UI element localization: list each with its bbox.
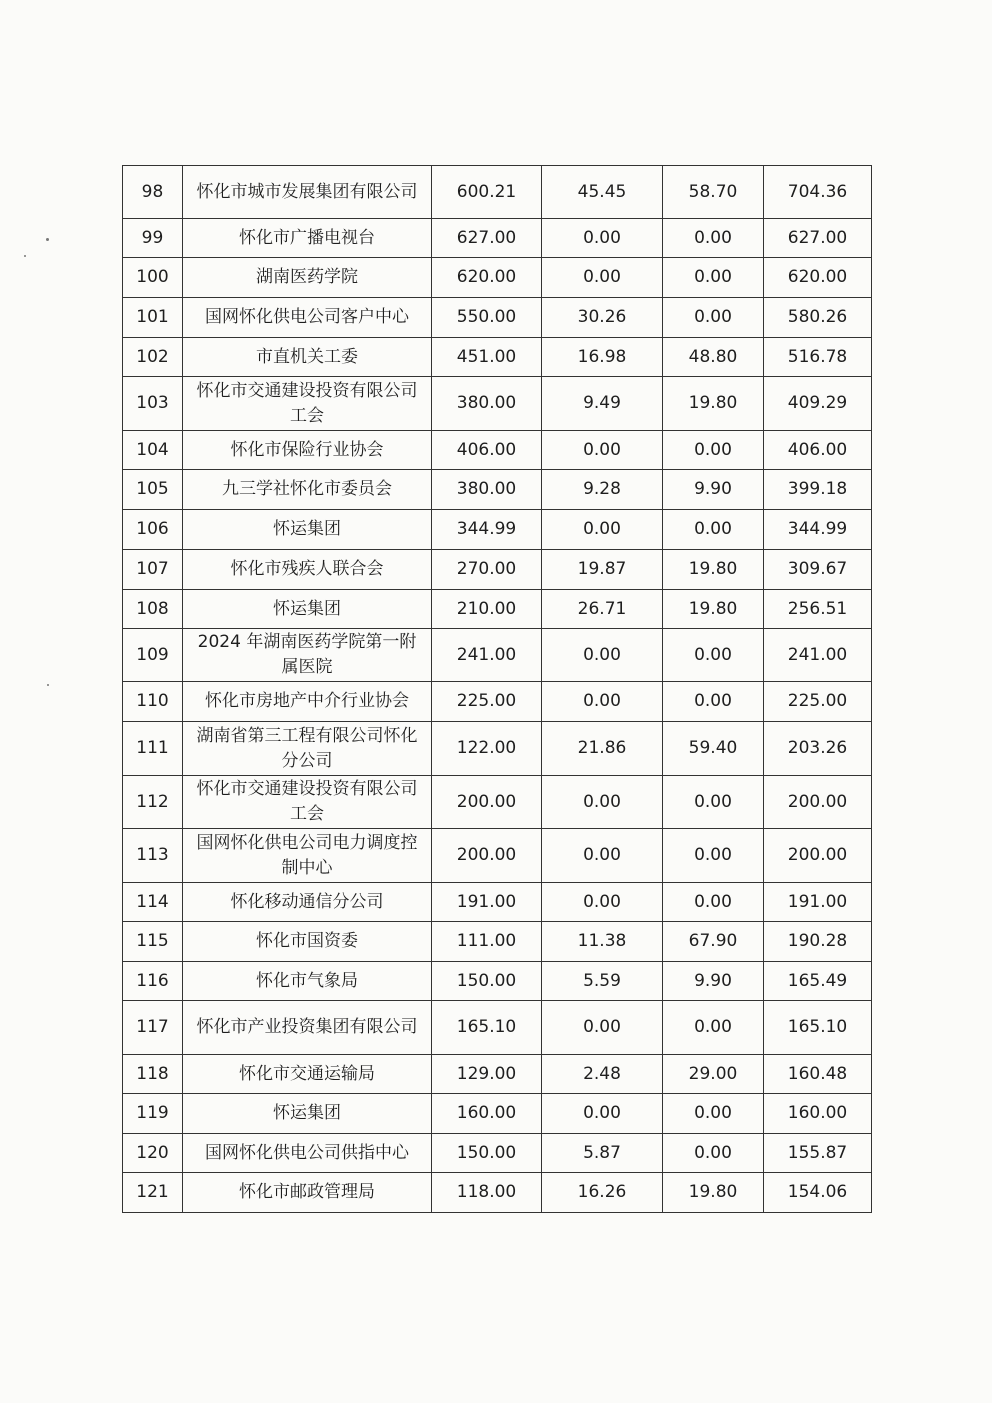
row-number: 99 — [123, 219, 183, 258]
unit-name: 怀化移动通信分公司 — [183, 883, 432, 922]
amount-col-2: 0.00 — [542, 431, 663, 470]
total-amount: 200.00 — [764, 776, 872, 829]
amount-col-3: 0.00 — [663, 219, 764, 258]
table-row — [123, 510, 872, 550]
amount-col-3: 9.90 — [663, 470, 764, 510]
amount-col-2: 0.00 — [542, 776, 663, 829]
amount-col-3: 67.90 — [663, 922, 764, 962]
unit-name: 怀运集团 — [183, 510, 432, 550]
amount-col-3: 19.80 — [663, 1173, 764, 1213]
unit-name: 湖南医药学院 — [183, 258, 432, 298]
unit-name: 怀化市产业投资集团有限公司 — [183, 1001, 432, 1055]
amount-col-1: 160.00 — [432, 1094, 542, 1134]
scan-speck — [46, 238, 49, 241]
amount-col-1: 270.00 — [432, 550, 542, 590]
amount-col-2: 16.26 — [542, 1173, 663, 1213]
amount-col-1: 620.00 — [432, 258, 542, 298]
total-amount: 191.00 — [764, 883, 872, 922]
amount-col-2: 45.45 — [542, 166, 663, 219]
amount-col-2: 0.00 — [542, 219, 663, 258]
table-row — [123, 682, 872, 722]
table-row — [123, 377, 872, 431]
row-number: 104 — [123, 431, 183, 470]
amount-col-3: 9.90 — [663, 962, 764, 1001]
amount-col-1: 200.00 — [432, 829, 542, 883]
amount-col-1: 200.00 — [432, 776, 542, 829]
total-amount: 309.67 — [764, 550, 872, 590]
row-number: 101 — [123, 298, 183, 338]
amount-col-2: 0.00 — [542, 258, 663, 298]
amount-col-1: 600.21 — [432, 166, 542, 219]
data-table — [122, 165, 872, 1213]
amount-col-2: 0.00 — [542, 883, 663, 922]
amount-col-2: 5.87 — [542, 1134, 663, 1173]
total-amount: 399.18 — [764, 470, 872, 510]
scan-speck — [24, 255, 26, 257]
total-amount: 620.00 — [764, 258, 872, 298]
unit-name: 怀化市交通运输局 — [183, 1055, 432, 1094]
row-number: 114 — [123, 883, 183, 922]
total-amount: 406.00 — [764, 431, 872, 470]
unit-name: 国网怀化供电公司供指中心 — [183, 1134, 432, 1173]
total-amount: 190.28 — [764, 922, 872, 962]
table-row — [123, 629, 872, 682]
scan-speck — [47, 684, 49, 686]
amount-col-1: 225.00 — [432, 682, 542, 722]
amount-col-2: 0.00 — [542, 510, 663, 550]
table-row — [123, 550, 872, 590]
table-row — [123, 883, 872, 922]
table-row — [123, 829, 872, 883]
amount-col-3: 29.00 — [663, 1055, 764, 1094]
unit-name: 怀化市保险行业协会 — [183, 431, 432, 470]
amount-col-1: 550.00 — [432, 298, 542, 338]
unit-name: 国网怀化供电公司电力调度控制中心 — [183, 829, 432, 883]
amount-col-1: 406.00 — [432, 431, 542, 470]
amount-col-2: 11.38 — [542, 922, 663, 962]
table-row — [123, 776, 872, 829]
row-number: 111 — [123, 722, 183, 776]
amount-col-3: 59.40 — [663, 722, 764, 776]
unit-name: 怀运集团 — [183, 590, 432, 629]
table-row — [123, 1134, 872, 1173]
amount-col-1: 627.00 — [432, 219, 542, 258]
amount-col-1: 380.00 — [432, 377, 542, 431]
unit-name: 国网怀化供电公司客户中心 — [183, 298, 432, 338]
total-amount: 627.00 — [764, 219, 872, 258]
amount-col-2: 16.98 — [542, 338, 663, 377]
amount-col-2: 2.48 — [542, 1055, 663, 1094]
row-number: 121 — [123, 1173, 183, 1213]
amount-col-1: 150.00 — [432, 1134, 542, 1173]
amount-col-1: 118.00 — [432, 1173, 542, 1213]
amount-col-3: 0.00 — [663, 682, 764, 722]
amount-col-3: 58.70 — [663, 166, 764, 219]
amount-col-3: 0.00 — [663, 629, 764, 682]
total-amount: 225.00 — [764, 682, 872, 722]
amount-col-3: 0.00 — [663, 298, 764, 338]
total-amount: 200.00 — [764, 829, 872, 883]
row-number: 112 — [123, 776, 183, 829]
unit-name: 怀化市房地产中介行业协会 — [183, 682, 432, 722]
unit-name: 怀化市邮政管理局 — [183, 1173, 432, 1213]
total-amount: 516.78 — [764, 338, 872, 377]
unit-name: 怀化市气象局 — [183, 962, 432, 1001]
amount-col-2: 0.00 — [542, 682, 663, 722]
unit-name: 怀化市残疾人联合会 — [183, 550, 432, 590]
table-row — [123, 1094, 872, 1134]
amount-col-2: 21.86 — [542, 722, 663, 776]
total-amount: 409.29 — [764, 377, 872, 431]
amount-col-1: 241.00 — [432, 629, 542, 682]
row-number: 100 — [123, 258, 183, 298]
unit-name: 怀化市国资委 — [183, 922, 432, 962]
unit-name: 怀运集团 — [183, 1094, 432, 1134]
row-number: 118 — [123, 1055, 183, 1094]
row-number: 102 — [123, 338, 183, 377]
total-amount: 704.36 — [764, 166, 872, 219]
amount-col-3: 0.00 — [663, 1134, 764, 1173]
table-row — [123, 1055, 872, 1094]
total-amount: 344.99 — [764, 510, 872, 550]
table-row — [123, 338, 872, 377]
amount-col-1: 165.10 — [432, 1001, 542, 1055]
row-number: 105 — [123, 470, 183, 510]
total-amount: 165.49 — [764, 962, 872, 1001]
amount-col-1: 210.00 — [432, 590, 542, 629]
unit-name: 市直机关工委 — [183, 338, 432, 377]
table-row — [123, 722, 872, 776]
table-body — [123, 166, 872, 1213]
amount-col-3: 19.80 — [663, 590, 764, 629]
amount-col-3: 0.00 — [663, 1094, 764, 1134]
amount-col-1: 380.00 — [432, 470, 542, 510]
amount-col-2: 19.87 — [542, 550, 663, 590]
table-row — [123, 219, 872, 258]
amount-col-3: 19.80 — [663, 377, 764, 431]
row-number: 107 — [123, 550, 183, 590]
amount-col-3: 0.00 — [663, 776, 764, 829]
total-amount: 203.26 — [764, 722, 872, 776]
amount-col-3: 0.00 — [663, 258, 764, 298]
amount-col-2: 30.26 — [542, 298, 663, 338]
amount-col-1: 150.00 — [432, 962, 542, 1001]
amount-col-2: 5.59 — [542, 962, 663, 1001]
table-row — [123, 1001, 872, 1055]
total-amount: 580.26 — [764, 298, 872, 338]
amount-col-2: 0.00 — [542, 629, 663, 682]
total-amount: 160.48 — [764, 1055, 872, 1094]
total-amount: 241.00 — [764, 629, 872, 682]
row-number: 115 — [123, 922, 183, 962]
total-amount: 256.51 — [764, 590, 872, 629]
row-number: 119 — [123, 1094, 183, 1134]
amount-col-3: 0.00 — [663, 431, 764, 470]
total-amount: 155.87 — [764, 1134, 872, 1173]
amount-col-1: 129.00 — [432, 1055, 542, 1094]
amount-col-2: 9.49 — [542, 377, 663, 431]
amount-col-2: 0.00 — [542, 829, 663, 883]
amount-col-3: 19.80 — [663, 550, 764, 590]
table-row — [123, 166, 872, 219]
unit-name: 湖南省第三工程有限公司怀化分公司 — [183, 722, 432, 776]
row-number: 120 — [123, 1134, 183, 1173]
table-row — [123, 962, 872, 1001]
total-amount: 165.10 — [764, 1001, 872, 1055]
amount-col-3: 0.00 — [663, 1001, 764, 1055]
row-number: 108 — [123, 590, 183, 629]
table-row — [123, 431, 872, 470]
table-row — [123, 922, 872, 962]
amount-col-2: 0.00 — [542, 1001, 663, 1055]
unit-name: 怀化市交通建设投资有限公司工会 — [183, 377, 432, 431]
unit-name: 怀化市城市发展集团有限公司 — [183, 166, 432, 219]
amount-col-3: 48.80 — [663, 338, 764, 377]
amount-col-1: 344.99 — [432, 510, 542, 550]
unit-name: 怀化市交通建设投资有限公司工会 — [183, 776, 432, 829]
amount-col-2: 0.00 — [542, 1094, 663, 1134]
row-number: 113 — [123, 829, 183, 883]
table-row — [123, 1173, 872, 1213]
total-amount: 160.00 — [764, 1094, 872, 1134]
row-number: 117 — [123, 1001, 183, 1055]
amount-col-3: 0.00 — [663, 510, 764, 550]
amount-col-1: 122.00 — [432, 722, 542, 776]
table-row — [123, 298, 872, 338]
amount-col-2: 9.28 — [542, 470, 663, 510]
table-row — [123, 590, 872, 629]
amount-col-1: 191.00 — [432, 883, 542, 922]
row-number: 98 — [123, 166, 183, 219]
total-amount: 154.06 — [764, 1173, 872, 1213]
unit-name: 2024 年湖南医药学院第一附属医院 — [183, 629, 432, 682]
row-number: 106 — [123, 510, 183, 550]
unit-name: 怀化市广播电视台 — [183, 219, 432, 258]
table-row — [123, 258, 872, 298]
amount-col-1: 451.00 — [432, 338, 542, 377]
amount-col-2: 26.71 — [542, 590, 663, 629]
amount-col-1: 111.00 — [432, 922, 542, 962]
row-number: 116 — [123, 962, 183, 1001]
row-number: 103 — [123, 377, 183, 431]
amount-col-3: 0.00 — [663, 883, 764, 922]
table-row — [123, 470, 872, 510]
amount-col-3: 0.00 — [663, 829, 764, 883]
row-number: 110 — [123, 682, 183, 722]
row-number: 109 — [123, 629, 183, 682]
unit-name: 九三学社怀化市委员会 — [183, 470, 432, 510]
